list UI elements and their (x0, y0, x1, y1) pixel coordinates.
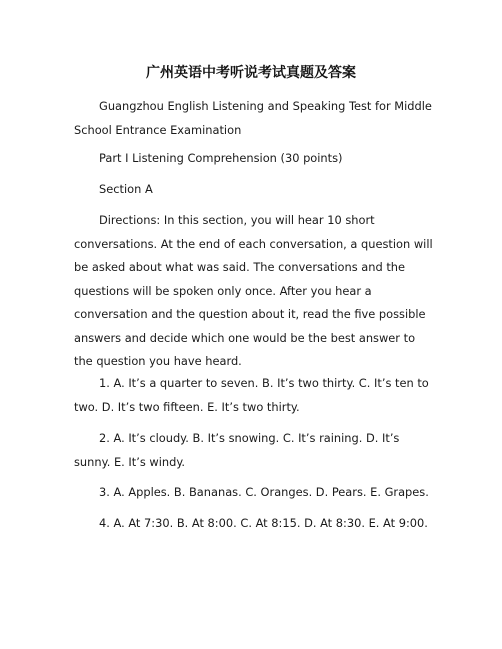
question-2: 2. A. It’s cloudy. B. It’s snowing. C. It’s raining. D. It’s sunny. E. It’s windy. (74, 431, 400, 469)
paragraph-part-heading: Part I Listening Comprehension (30 points) (99, 151, 343, 165)
paragraph-test-name: Guangzhou English Listening and Speaking Test for Middle School Entrance Examination (74, 99, 432, 137)
question-1: 1. A. It’s a quarter to seven. B. It’s two thirty. C. It’s ten to two. D. It’s two fifteen. E. It’s two thirty. (74, 376, 429, 414)
paragraph-section-heading: Section A (99, 182, 153, 196)
paragraph-directions: Directions: In this section, you will hear 10 short conversations. At the end of each conversation, a question will be asked about what was said. The conversations and the questions will be spoken only once. After you hear a conversation and the question about it, read the five possible answers and decide which one would be the best answer to the question you have heard. (74, 213, 433, 368)
question-3: 3. A. Apples. B. Bananas. C. Oranges. D. Pears. E. Grapes. (99, 485, 429, 499)
document-title: 广州英语中考听说考试真题及答案 (146, 65, 356, 81)
question-4: 4. A. At 7:30. B. At 8:00. C. At 8:15. D. At 8:30. E. At 9:00. (99, 516, 428, 530)
